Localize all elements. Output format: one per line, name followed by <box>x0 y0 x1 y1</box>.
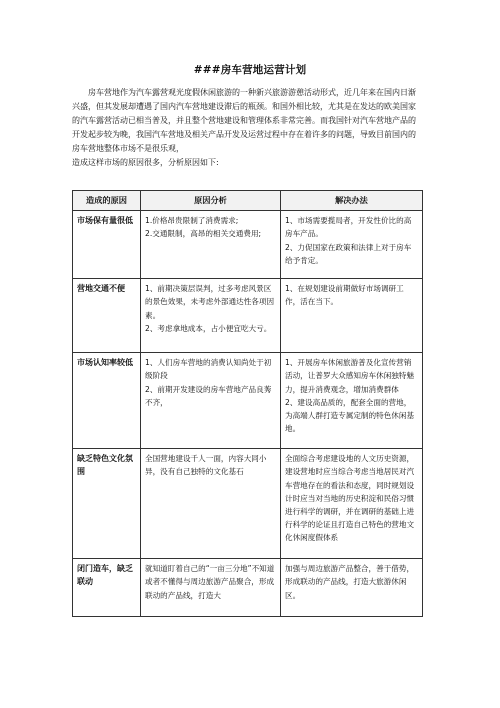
header-analysis: 原因分析 <box>141 191 281 211</box>
solution-cell <box>281 279 423 353</box>
analysis-line: 全国营地建设千人一面，内容大同小异，没有自己独特的文化基石 <box>145 454 267 477</box>
table-row <box>73 449 423 559</box>
analysis-line: 2、前期开发建设的房车营地产品良莠不齐， <box>145 384 272 407</box>
header-solution: 解决办法 <box>281 191 423 211</box>
document-title: ###房车营地运营计划 <box>193 64 307 76</box>
solution-line: 2、力促国家在政策和法律上对于房车给予肯定。 <box>285 242 412 265</box>
table-row <box>73 559 423 617</box>
cause-cell: 营地交通不便 <box>73 279 141 353</box>
analysis-line: 2、考虑拿地成本，占小便宜吃大亏。 <box>145 323 272 333</box>
solution-line: 加强与周边旅游产品整合，善于借势，形成联动的产品线，打造大旅游休闲区。 <box>285 564 415 600</box>
analysis-cell <box>141 279 281 353</box>
solution-cell <box>281 559 423 617</box>
solution-cell <box>281 353 423 449</box>
cause-cell: 市场认知率较低 <box>73 353 141 449</box>
solution-cell <box>281 211 423 279</box>
table-row <box>73 279 423 353</box>
cause-cell: 缺乏特色文化氛围 <box>73 449 141 559</box>
analysis-cell <box>141 211 281 279</box>
solution-line: 1、在规划建设前期做好市场调研工作，活在当下。 <box>285 284 404 307</box>
table-row <box>73 353 423 449</box>
intro-text: 房车营地作为汽车露营观光度假休闲旅游的一种新兴旅游游憩活动形式，近几年来在国内日渐兴盛，但其发展却遭遇了国内汽车营地建设滞后的瓶颈。和国外相比较，尤其是在发达的欧美国家的汽车露营活动已相当普及，并且整个营地建设和管理体系非常完善。而我国针对汽车营地产品的开发起步较为晚，我国汽车营地及相关产品开发及运营过程中存在着许多的问题，导致目前国内的房车营地整体市场不是很乐观， <box>72 88 416 153</box>
cause-cell: 市场保有量很低 <box>73 211 141 279</box>
solution-line: 1、开展房车休闲旅游普及化宣传营销活动，让普罗大众感知房车休闲独特魅力，提升消费观念，增加消费群体 <box>285 358 415 394</box>
solution-line: 2、建设高品质的，配套全面的营地，为高端人群打造专属定制的特色休闲基地。 <box>285 397 415 434</box>
analysis-line: 2.交通限制，高昂的相关交通费用; <box>145 229 262 239</box>
analysis-line: 1.价格昂贵限制了消费需求; <box>145 216 239 226</box>
solution-cell <box>281 449 423 559</box>
cause-cell: 闭门造车，缺乏联动 <box>73 559 141 617</box>
analysis-line: 就知道盯着自己的“一亩三分地”不知道或者不懂得与周边旅游产品聚合，形成联动的产品线，打造大 <box>145 564 275 600</box>
table-header-row <box>73 191 423 211</box>
analysis-cell <box>141 449 281 559</box>
intro-paragraph <box>72 86 422 170</box>
solution-line: 1、市场需要揽局者，开发性价比的高房车产品。 <box>285 216 412 239</box>
solution-line: 全面综合考虑建设地的人文历史资源，建设营地时应当综合考虑当地居民对汽车营地存在的看法和态度，同时规划设计时应当对当地的历史积淀和民俗习惯进行科学的调研，并在调研的基础上进行科学的论证且打造自己特色的营地文化休闲度假体系 <box>285 454 415 543</box>
analysis-cell <box>141 353 281 449</box>
header-cause: 造成的原因 <box>73 191 141 211</box>
analysis-table <box>72 190 423 617</box>
analysis-line: 1、前期决策层误判，过多考虑风景区的景色效果，未考虑外部通达性各项因素。 <box>145 284 275 320</box>
table-row <box>73 211 423 279</box>
analysis-cell <box>141 559 281 617</box>
intro-text-lead: 造成这样市场的原因很多，分析原因如下: <box>72 158 219 167</box>
analysis-line: 1、人们房车营地的消费认知尚处于初级阶段 <box>145 358 272 381</box>
